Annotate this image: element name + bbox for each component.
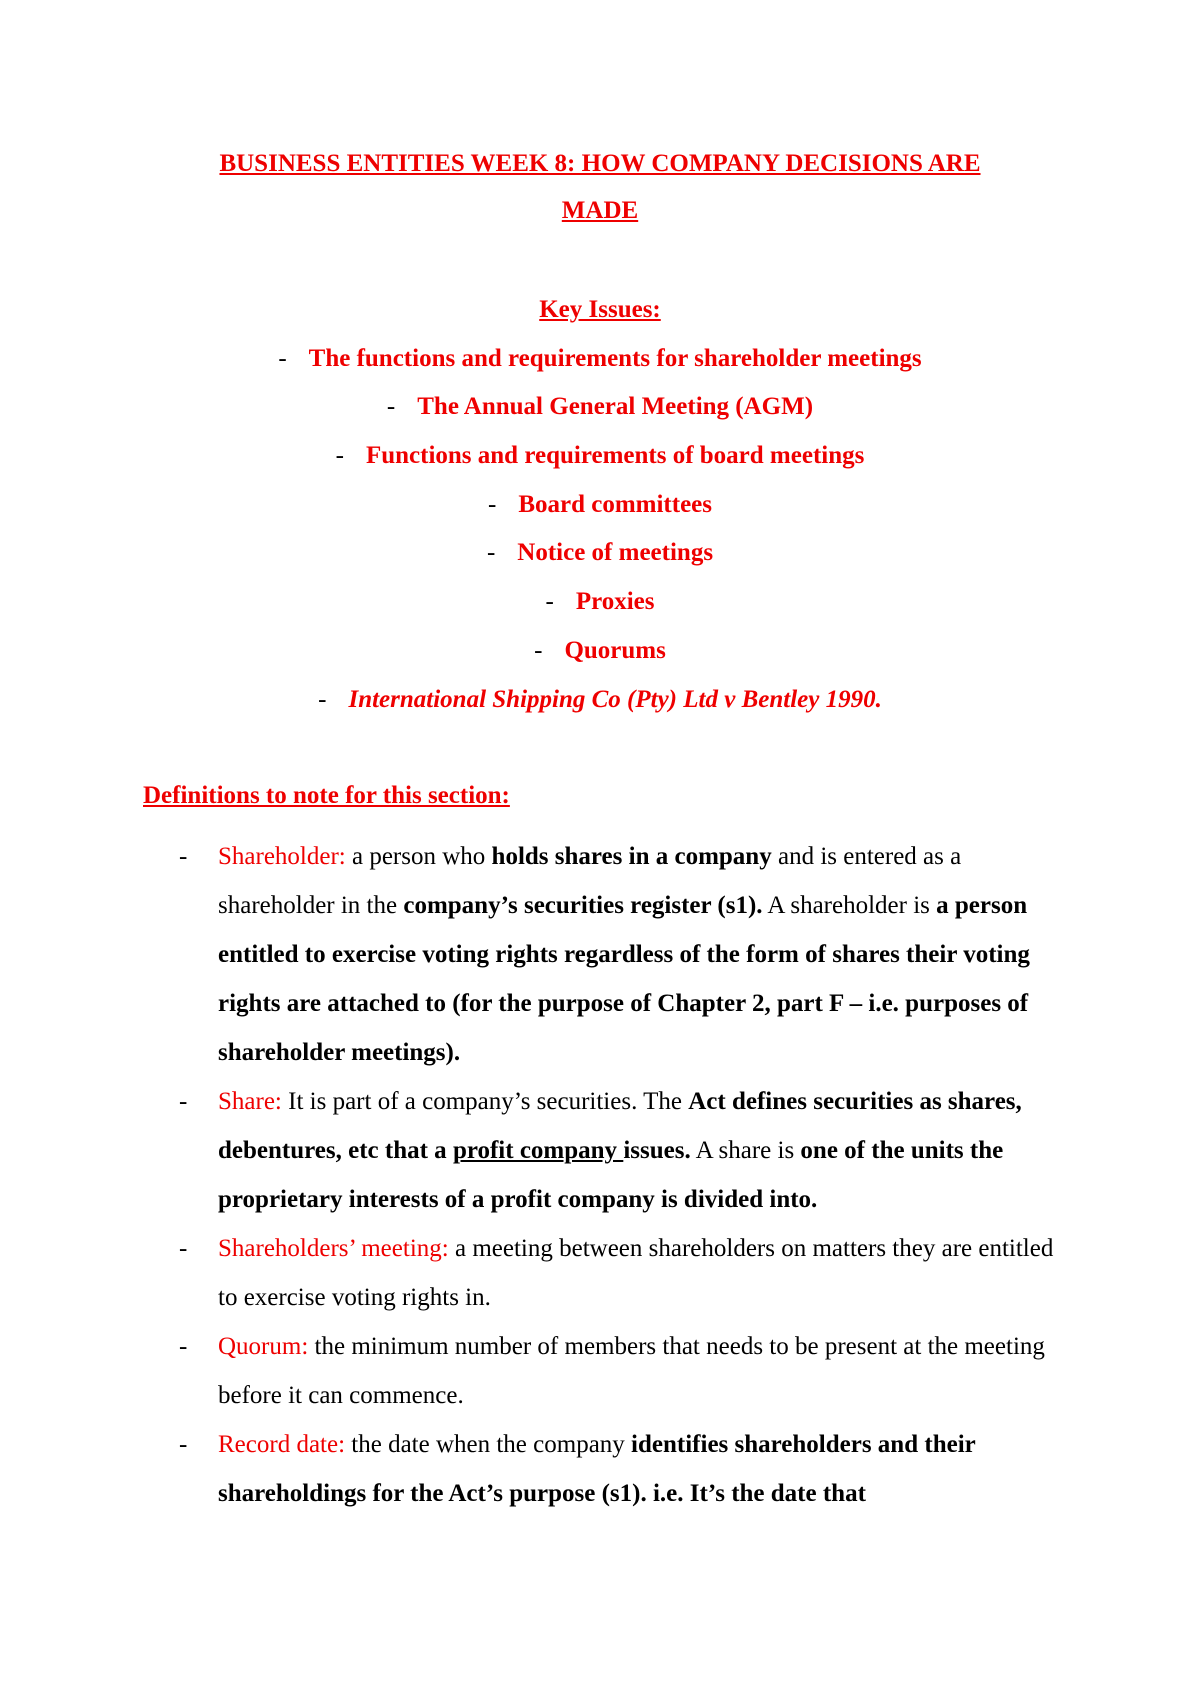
key-issue-item — [0, 685, 1200, 715]
key-issue-text: Board committees — [518, 491, 713, 518]
list-dash: - — [487, 491, 497, 518]
key-issue-item — [0, 392, 1200, 422]
definition-term: Shareholder: — [218, 843, 346, 870]
key-issue-item — [0, 441, 1200, 471]
key-issue-item — [0, 344, 1200, 374]
list-dash: - — [179, 1333, 188, 1360]
definition-term: Quorum: — [218, 1333, 309, 1360]
document-title-line-1: BUSINESS ENTITIES WEEK 8: HOW COMPANY DECISIONS ARE — [219, 150, 981, 177]
key-issue-item — [0, 636, 1200, 666]
definition-term: Shareholders’ meeting: — [218, 1235, 449, 1262]
list-dash: - — [545, 588, 554, 615]
key-issue-text: Notice of meetings — [517, 539, 714, 566]
list-dash: - — [386, 393, 396, 420]
definitions-heading: Definitions to note for this section: — [143, 782, 510, 809]
key-issue-text: Quorums — [564, 637, 666, 664]
definition-share: - Share: It is part of a company’s securities. The Act defines securities as shares, debentures, etc that a profit company issues. A share is one of the units the proprietary interests of a profit company is divided into. — [143, 1077, 1078, 1224]
key-issue-text: The functions and requirements for shareholder meetings — [308, 345, 922, 372]
key-issue-text: Functions and requirements of board meetings — [365, 442, 865, 469]
key-issue-item — [0, 587, 1200, 617]
key-issue-item — [0, 538, 1200, 568]
definition-record-date: - Record date: the date when the company identifies shareholders and their shareholdings for the Act’s purpose (s1). i.e. It’s the date that — [143, 1420, 1078, 1518]
list-dash: - — [335, 442, 344, 469]
definition-quorum: - Quorum: the minimum number of members that needs to be present at the meeting before it can commence. — [143, 1322, 1078, 1420]
list-dash: - — [179, 843, 188, 870]
list-dash: - — [278, 345, 287, 372]
definition-shareholder: - Shareholder: a person who holds shares in a company and is entered as a shareholder in the company’s securities register (s1). A shareholder is a person entitled to exercise voting rights regardless of the form of shares their voting rights are attached to (for the purpose of Chapter 2, part F – i.e. purposes of shareholder meetings). — [143, 832, 1078, 1077]
list-dash: - — [179, 1431, 188, 1458]
list-dash: - — [318, 686, 327, 713]
document-title-line-2: MADE — [561, 197, 639, 224]
key-issue-text: The Annual General Meeting (AGM) — [417, 393, 814, 420]
key-issues-heading: Key Issues: — [539, 296, 661, 323]
key-issue-item — [0, 490, 1200, 520]
list-dash: - — [179, 1235, 188, 1262]
definition-shareholders-meeting: - Shareholders’ meeting: a meeting between shareholders on matters they are entitled to exercise voting rights in. — [143, 1224, 1078, 1322]
list-dash: - — [534, 637, 543, 664]
definitions-list — [143, 832, 1078, 1518]
key-issue-case-citation: International Shipping Co (Pty) Ltd v Bentley 1990. — [348, 686, 882, 713]
definition-term: Record date: — [218, 1431, 346, 1458]
key-issue-text: Proxies — [575, 588, 655, 615]
list-dash: - — [179, 1088, 188, 1115]
list-dash: - — [486, 539, 496, 566]
definition-term: Share: — [218, 1088, 282, 1115]
